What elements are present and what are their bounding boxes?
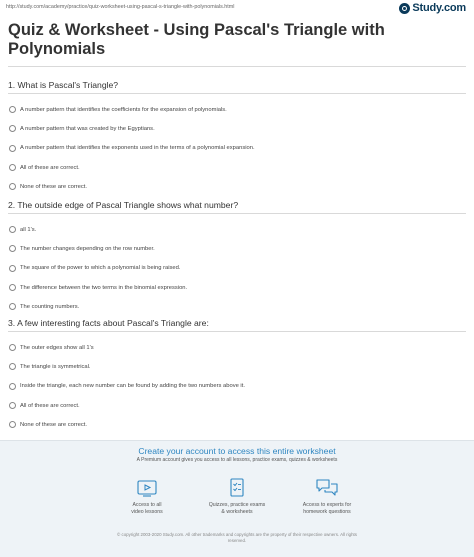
answer-option[interactable] [8,119,466,138]
answer-option[interactable] [8,415,466,434]
copyright-line-2: reserved. [227,538,247,543]
answer-option[interactable] [8,100,466,119]
cta-subtitle: A Premium account gives you access to all lessons, practice exams, quizzes & worksheets [136,457,338,463]
answer-option[interactable] [8,396,466,415]
answer-option[interactable] [8,139,466,158]
question-text: 2. The outside edge of Pascal Triangle shows what number? [8,200,239,210]
answer-option[interactable] [8,239,466,258]
radio-button[interactable] [9,183,16,190]
radio-button[interactable] [9,245,16,252]
answer-text: The number changes depending on the row number. [20,245,155,252]
study-logo-text: Study.com [412,2,466,14]
radio-button[interactable] [9,265,16,272]
feature-line-2: video lessons [131,508,163,515]
answer-text: All of these are correct. [20,164,80,171]
quiz-icon [226,477,248,499]
page-url[interactable]: http://study.com/academy/practice/quiz-worksheet-using-pascal-s-triangle-with-polynomials.html [6,4,235,10]
radio-button[interactable] [9,344,16,351]
question-2 [8,199,466,316]
radio-button[interactable] [9,421,16,428]
feature-experts [272,477,382,515]
feature-line-2: & worksheets [221,508,253,515]
answer-text: Inside the triangle, each new number can be found by adding the two numbers above it. [20,383,245,390]
study-logo-icon [399,3,410,14]
answer-option[interactable] [8,158,466,177]
answer-text: All of these are correct. [20,402,80,409]
answer-text: A number pattern that identifies the coefficients for the expansion of polynomials. [20,106,227,113]
radio-button[interactable] [9,106,16,113]
answer-text: A number pattern that was created by the Egyptians. [20,125,155,132]
answer-option[interactable] [8,377,466,396]
question-divider [8,213,466,214]
radio-button[interactable] [9,145,16,152]
radio-button[interactable] [9,363,16,370]
radio-button[interactable] [9,303,16,310]
radio-button[interactable] [9,402,16,409]
cta-title-link[interactable]: Create your account to access this entire worksheet [138,446,336,456]
feature-line-1: Access to all [132,502,162,508]
answer-text: The triangle is symmetrical. [20,363,91,370]
answer-option[interactable] [8,357,466,376]
answer-option[interactable] [8,338,466,357]
radio-button[interactable] [9,164,16,171]
copyright-notice [60,532,414,544]
title-divider [8,66,466,67]
answer-text: The square of the power to which a polynomial is being raised. [20,265,181,272]
answer-option[interactable] [8,220,466,239]
question-text: 3. A few interesting facts about Pascal's Triangle are: [8,318,209,328]
question-1 [8,79,466,196]
answer-text: None of these are correct. [20,183,88,190]
answer-option[interactable] [8,278,466,297]
page-title: Quiz & Worksheet - Using Pascal's Triangle with Polynomials [8,21,385,58]
radio-button[interactable] [9,383,16,390]
top-bar [0,0,474,16]
radio-button[interactable] [9,226,16,233]
chat-expert-icon [315,477,339,499]
answer-text: all 1's. [20,226,37,233]
premium-cta-panel [0,440,474,557]
radio-button[interactable] [9,284,16,291]
study-logo[interactable] [399,2,466,14]
copyright-line-1: © copyright 2003-2020 Study.com. All other trademarks and copyrights are the property of their respective owners. All rights [117,532,357,537]
feature-line-2: homework questions [303,508,351,515]
question-divider [8,331,466,332]
feature-line-1: Access to experts for [302,502,352,508]
answer-text: None of these are correct. [20,421,88,428]
question-divider [8,93,466,94]
answer-option[interactable] [8,177,466,196]
radio-button[interactable] [9,125,16,132]
video-lesson-icon [136,477,158,499]
answer-option[interactable] [8,297,466,316]
answer-text: The difference between the two terms in the binomial expression. [20,284,188,291]
question-3 [8,317,466,434]
answer-text: The outer edges show all 1's [20,344,94,351]
answer-option[interactable] [8,259,466,278]
answer-text: The counting numbers. [20,303,80,310]
feature-line-1: Quizzes, practice exams [208,502,266,508]
question-text: 1. What is Pascal's Triangle? [8,80,119,90]
answer-text: A number pattern that identifies the exponents used in the terms of a polynomial expansion. [20,145,255,152]
